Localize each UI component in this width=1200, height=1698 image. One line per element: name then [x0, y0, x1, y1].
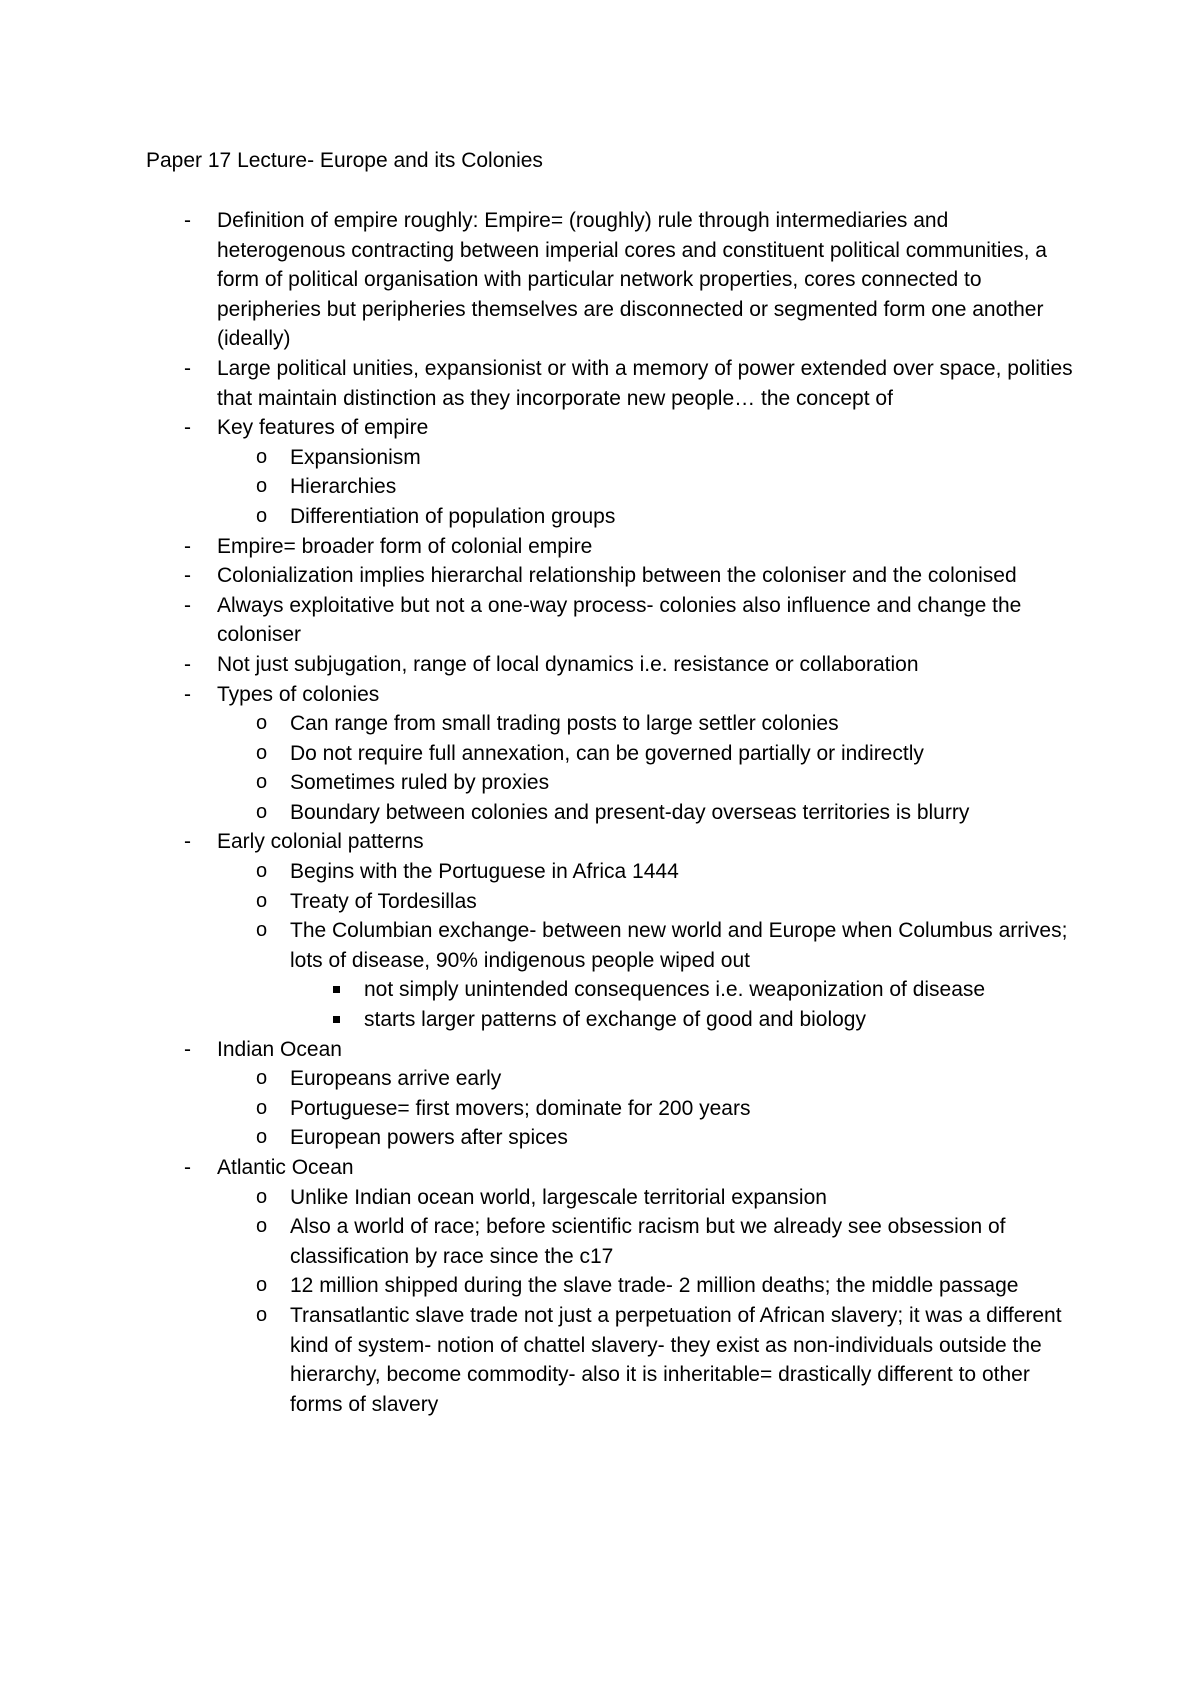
circle-bullet: o [256, 860, 268, 883]
document-title: Paper 17 Lecture- Europe and its Colonies [146, 149, 543, 172]
list-item-text: Europeans arrive early [290, 1067, 502, 1091]
list-item [0, 532, 1073, 562]
list-item-text: Do not require full annexation, can be governed partially or indirectly [290, 741, 924, 765]
dash-bullet: - [184, 564, 191, 588]
list-item-text: Empire= broader form of colonial empire [217, 534, 593, 558]
list-item-text: Unlike Indian ocean world, largescale territorial expansion [290, 1185, 827, 1209]
list-item [0, 680, 1073, 710]
sub-list-item [0, 887, 1073, 917]
list-item-text: Can range from small trading posts to large settler colonies [290, 712, 839, 736]
sub-list-item [0, 502, 1073, 532]
dash-bullet: - [184, 209, 191, 232]
dash-bullet: - [184, 416, 191, 440]
list-item-text: Indian Ocean [217, 1037, 342, 1061]
dash-bullet: - [184, 1037, 191, 1061]
circle-bullet: o [256, 504, 268, 527]
list-item-text: Expansionism [290, 445, 421, 469]
sub-list-item [0, 1123, 1073, 1153]
list-item-text: Boundary between colonies and present-day overseas territories is blurry [290, 800, 970, 824]
list-item-text: Colonialization implies hierarchal relationship between the coloniser and the colonised [217, 564, 1017, 588]
circle-bullet: o [256, 1126, 268, 1149]
list-item [0, 413, 1073, 443]
list-item [0, 1035, 1073, 1065]
sub-list-item [0, 1271, 1073, 1301]
list-item [0, 650, 1073, 680]
list-item [0, 1153, 1073, 1183]
list-item-text: Transatlantic slave trade not just a perpetuation of African slavery; it was a different kind of system- notion of chattel slavery- they exist as non-individuals outside the hierarchy, become commodity- also it is inheritable= drastically different to other forms of slavery [290, 1303, 1062, 1416]
list-item-text: Atlantic Ocean [217, 1156, 354, 1179]
sub-list-item [0, 443, 1073, 473]
list-item-text: European powers after spices [290, 1126, 568, 1150]
square-bullet-icon [333, 1016, 340, 1023]
circle-bullet: o [256, 741, 268, 764]
list-item [0, 591, 1073, 650]
sub-list-item [0, 798, 1073, 828]
circle-bullet: o [256, 1215, 268, 1238]
list-item-text: Differentiation of population groups [290, 504, 616, 528]
list-item-text: Types of colonies [217, 682, 380, 706]
list-item-text: 12 million shipped during the slave trade- 2 million deaths; the middle passage [290, 1274, 1019, 1298]
sub-list-item [0, 1212, 1073, 1271]
list-item-text: Sometimes ruled by proxies [290, 771, 550, 795]
list-item-text: Definition of empire roughly: Empire= (roughly) rule through intermediaries and heterogenous contracting between imperial cores and constituent political communities, a form of political organisation with particular network properties, cores connected to peripheries but peripheries themselves are disconnected or segmented form one another (ideally) [217, 209, 1047, 351]
sub-list-item [0, 857, 1073, 887]
circle-bullet: o [256, 771, 268, 794]
list-item-text: Large political unities, expansionist or with a memory of power extended over space, polities that maintain distinction as they incorporate new people… the concept of [217, 356, 1073, 410]
sub-list-item [0, 916, 1073, 975]
circle-bullet: o [256, 475, 268, 498]
circle-bullet: o [256, 800, 268, 823]
sub-list-item [0, 739, 1073, 769]
sub-list-item [0, 1094, 1073, 1124]
list-item-text: The Columbian exchange- between new world and Europe when Columbus arrives; lots of disease, 90% indigenous people wiped out [290, 919, 1068, 972]
sub-list-item [0, 472, 1073, 502]
circle-bullet: o [256, 445, 268, 468]
list-item [0, 561, 1073, 591]
dash-bullet: - [184, 593, 191, 617]
list-item-text: Key features of empire [217, 416, 429, 440]
circle-bullet: o [256, 889, 268, 912]
list-item-text: Begins with the Portuguese in Africa 1444 [290, 860, 679, 884]
square-bullet-icon [333, 986, 340, 993]
list-item-text: starts larger patterns of exchange of good and biology [364, 1008, 866, 1032]
list-item [0, 206, 1073, 354]
circle-bullet: o [256, 1185, 268, 1208]
circle-bullet: o [256, 1096, 268, 1119]
dash-bullet: - [184, 1156, 191, 1179]
sub-list-item [0, 1183, 1073, 1213]
circle-bullet: o [256, 712, 268, 735]
sub-list-item [0, 1064, 1073, 1094]
sub-list-item [0, 768, 1073, 798]
sub-sub-list-item [0, 1005, 1073, 1035]
dash-bullet: - [184, 682, 191, 706]
dash-bullet: - [184, 356, 191, 380]
sub-sub-list-item [0, 975, 1073, 1005]
dash-bullet: - [184, 652, 191, 676]
notes-list [0, 206, 1200, 1419]
list-item-text: Always exploitative but not a one-way process- colonies also influence and change the coloniser [217, 593, 1022, 647]
list-item-text: Portuguese= first movers; dominate for 200 years [290, 1096, 751, 1120]
list-item-text: Not just subjugation, range of local dynamics i.e. resistance or collaboration [217, 652, 919, 676]
circle-bullet: o [256, 1274, 268, 1297]
list-item-text: Also a world of race; before scientific racism but we already see obsession of classification by race since the c17 [290, 1215, 1006, 1268]
sub-list-item [0, 709, 1073, 739]
list-item-text: Treaty of Tordesillas [290, 889, 477, 913]
circle-bullet: o [256, 919, 268, 942]
list-item-text: not simply unintended consequences i.e. weaponization of disease [364, 978, 986, 1002]
dash-bullet: - [184, 534, 191, 558]
list-item-text: Hierarchies [290, 475, 397, 499]
circle-bullet: o [256, 1067, 268, 1090]
list-item [0, 827, 1073, 857]
dash-bullet: - [184, 830, 191, 854]
list-item-text: Early colonial patterns [217, 830, 424, 854]
list-item [0, 354, 1073, 413]
sub-list-item [0, 1301, 1073, 1419]
circle-bullet: o [256, 1303, 268, 1326]
